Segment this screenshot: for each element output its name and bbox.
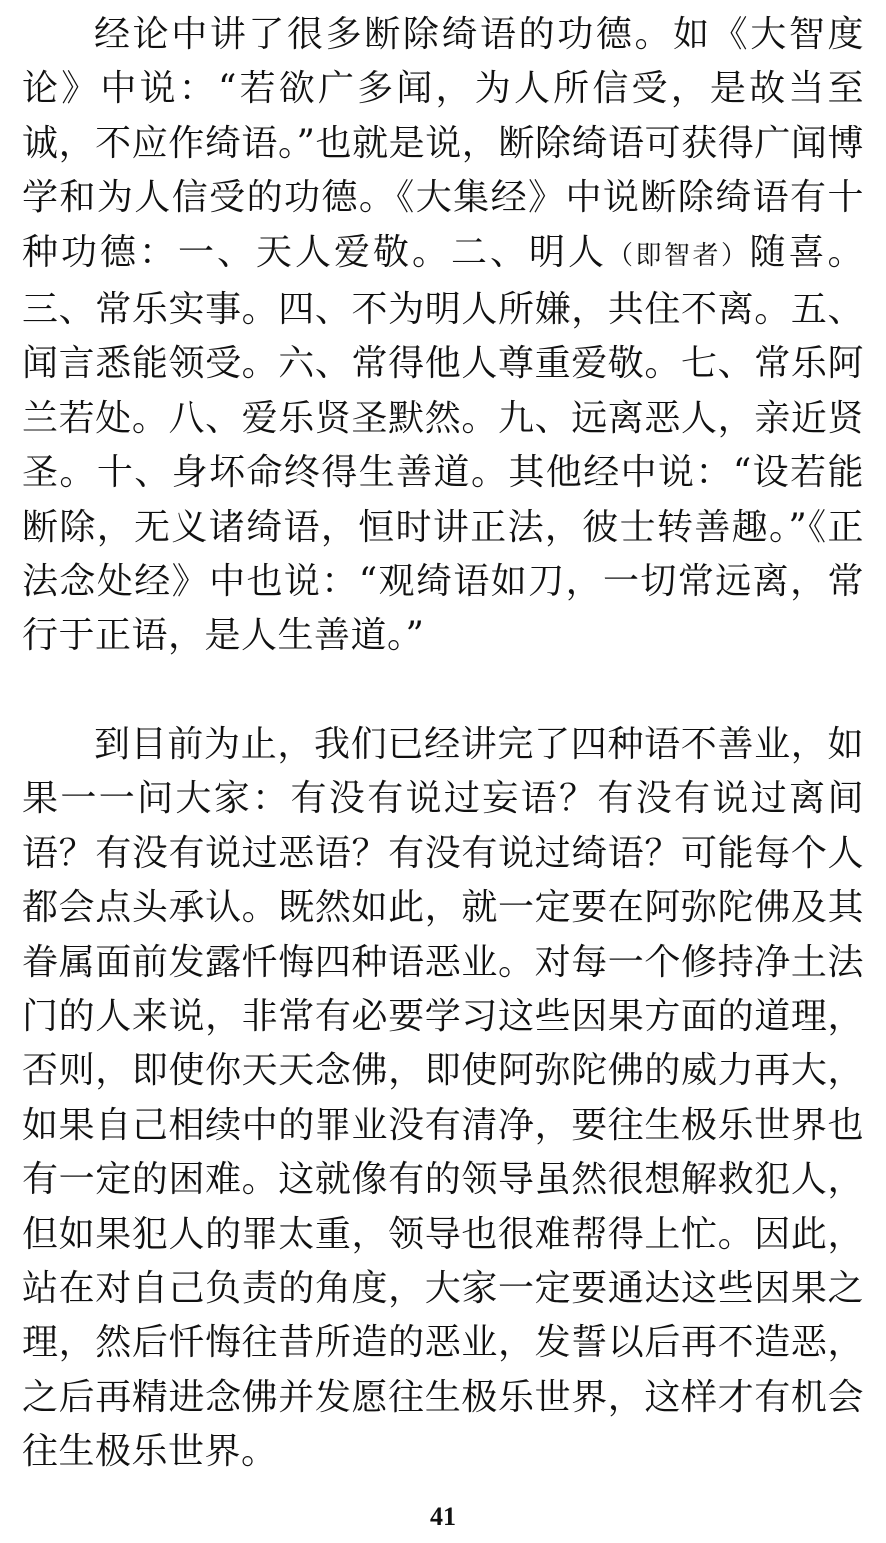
paragraph-1-text-after: 随喜。三、常乐实事。四、不为明人所嫌，共住不离。五、闻言悉能领受。六、常得他人尊重爱敬。七、常乐阿兰若处。八、爱乐贤圣默然。九、远离恶人，亲近贤圣。十、身坏命终得生善道。其他经中说：“设若能断除，无义诸绮语，恒时讲正法，彼士转善趣。”《正法念处经》中也说：“观绮语如刀，一切常远离，常行于正语，是人生善道。”: [22, 231, 864, 657]
paragraph-spacer: [22, 664, 864, 718]
paragraph-1: [22, 8, 864, 664]
paragraph-2: 到目前为止，我们已经讲完了四种语不善业，如果一一问大家：有没有说过妄语？有没有说过离间语？有没有说过恶语？有没有说过绮语？可能每个人都会点头承认。既然如此，就一定要在阿弥陀佛及其眷属面前发露忏悔四种语恶业。对每一个修持净土法门的人来说，非常有必要学习这些因果方面的道理，否则，即使你天天念佛，即使阿弥陀佛的威力再大，如果自己相续中的罪业没有清净，要往生极乐世界也有一定的困难。这就像有的领导虽然很想解救犯人，但如果犯人的罪太重，领导也很难帮得上忙。因此，站在对自己负责的角度，大家一定要通达这些因果之理，然后忏悔往昔所造的恶业，发誓以后再不造恶，之后再精进念佛并发愿往生极乐世界，这样才有机会往生极乐世界。: [22, 723, 864, 1473]
paragraph-1-text-before: 经论中讲了很多断除绮语的功德。如《大智度论》中说：“若欲广多闻，为人所信受，是故当至诚，不应作绮语。”也就是说，断除绮语可获得广闻博学和为人信受的功德。《大集经》中说断除绮语有十种功德：一、天人爱敬。二、明人: [22, 14, 864, 273]
page-body: [22, 8, 864, 1480]
paragraph-1-note: （即智者）: [606, 240, 750, 271]
page-number: 41: [430, 1502, 456, 1531]
